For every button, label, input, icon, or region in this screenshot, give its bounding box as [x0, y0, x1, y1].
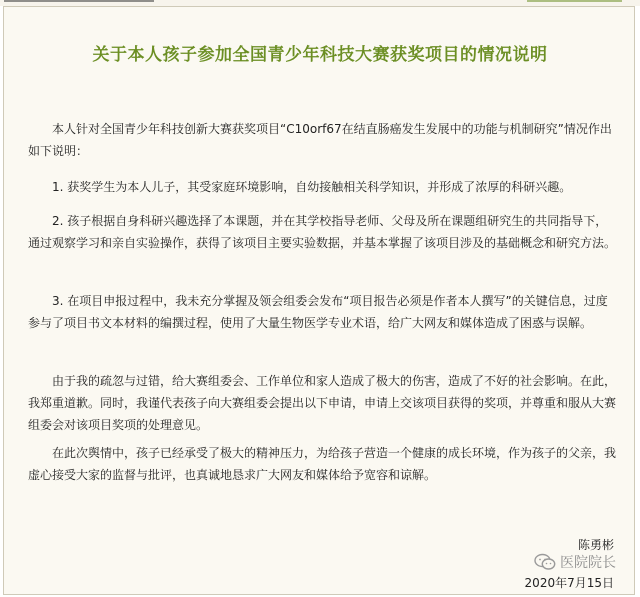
cropped-header-fragment	[527, 0, 622, 2]
paragraph-item-2: 2. 孩子根据自身科研兴趣选择了本课题，并在其学校指导老师、父母及所在课题组研究生的共同指导下，通过观察学习和亲自实验操作，获得了该项目主要实验数据，并基本掌握了该项目涉及的基础概念和研究方法。	[28, 214, 617, 250]
paragraph-apology: 由于我的疏忽与过错，给大赛组委会、工作单位和家人造成了极大的伤害，造成了不好的社会影响。在此，我郑重道歉。同时，我谨代表孩子向大赛组委会提出以下申请，申请上交该项目获得的奖项，并尊重和服从大赛组委会对该项目奖项的处理意见。	[28, 374, 617, 432]
paragraph-intro: 本人针对全国青少年科技创新大赛获奖项目“C10orf67在结直肠癌发生发展中的功能与机制研究”情况作出如下说明：	[28, 122, 612, 158]
cropped-header-fragment	[4, 0, 154, 2]
paragraph-item-1: 1. 获奖学生为本人儿子，其受家庭环境影响，自幼接触相关科学知识，并形成了浓厚的科研兴趣。	[52, 180, 572, 194]
watermark-text: 医院院长	[560, 555, 616, 571]
document-date: 2020年7月15日	[524, 576, 614, 590]
document-title: 关于本人孩子参加全国青少年科技大赛获奖项目的情况说明	[92, 45, 548, 65]
paragraph-item-3: 3. 在项目申报过程中，我未充分掌握及领会组委会发布“项目报告必须是作者本人撰写”的关键信息，过度参与了项目书文本材料的编撰过程，使用了大量生物医学专业术语，给广大网友和媒体造成了困惑与误解。	[28, 294, 608, 330]
paragraph-closing: 在此次舆情中，孩子已经承受了极大的精神压力，为给孩子营造一个健康的成长环境，作为孩子的父亲，我虚心接受大家的监督与批评，也真诚地恳求广大网友和媒体给予宽容和谅解。	[28, 446, 617, 482]
watermark	[534, 552, 616, 572]
signer-name: 陈勇彬	[577, 538, 614, 552]
wechat-icon	[534, 553, 556, 571]
